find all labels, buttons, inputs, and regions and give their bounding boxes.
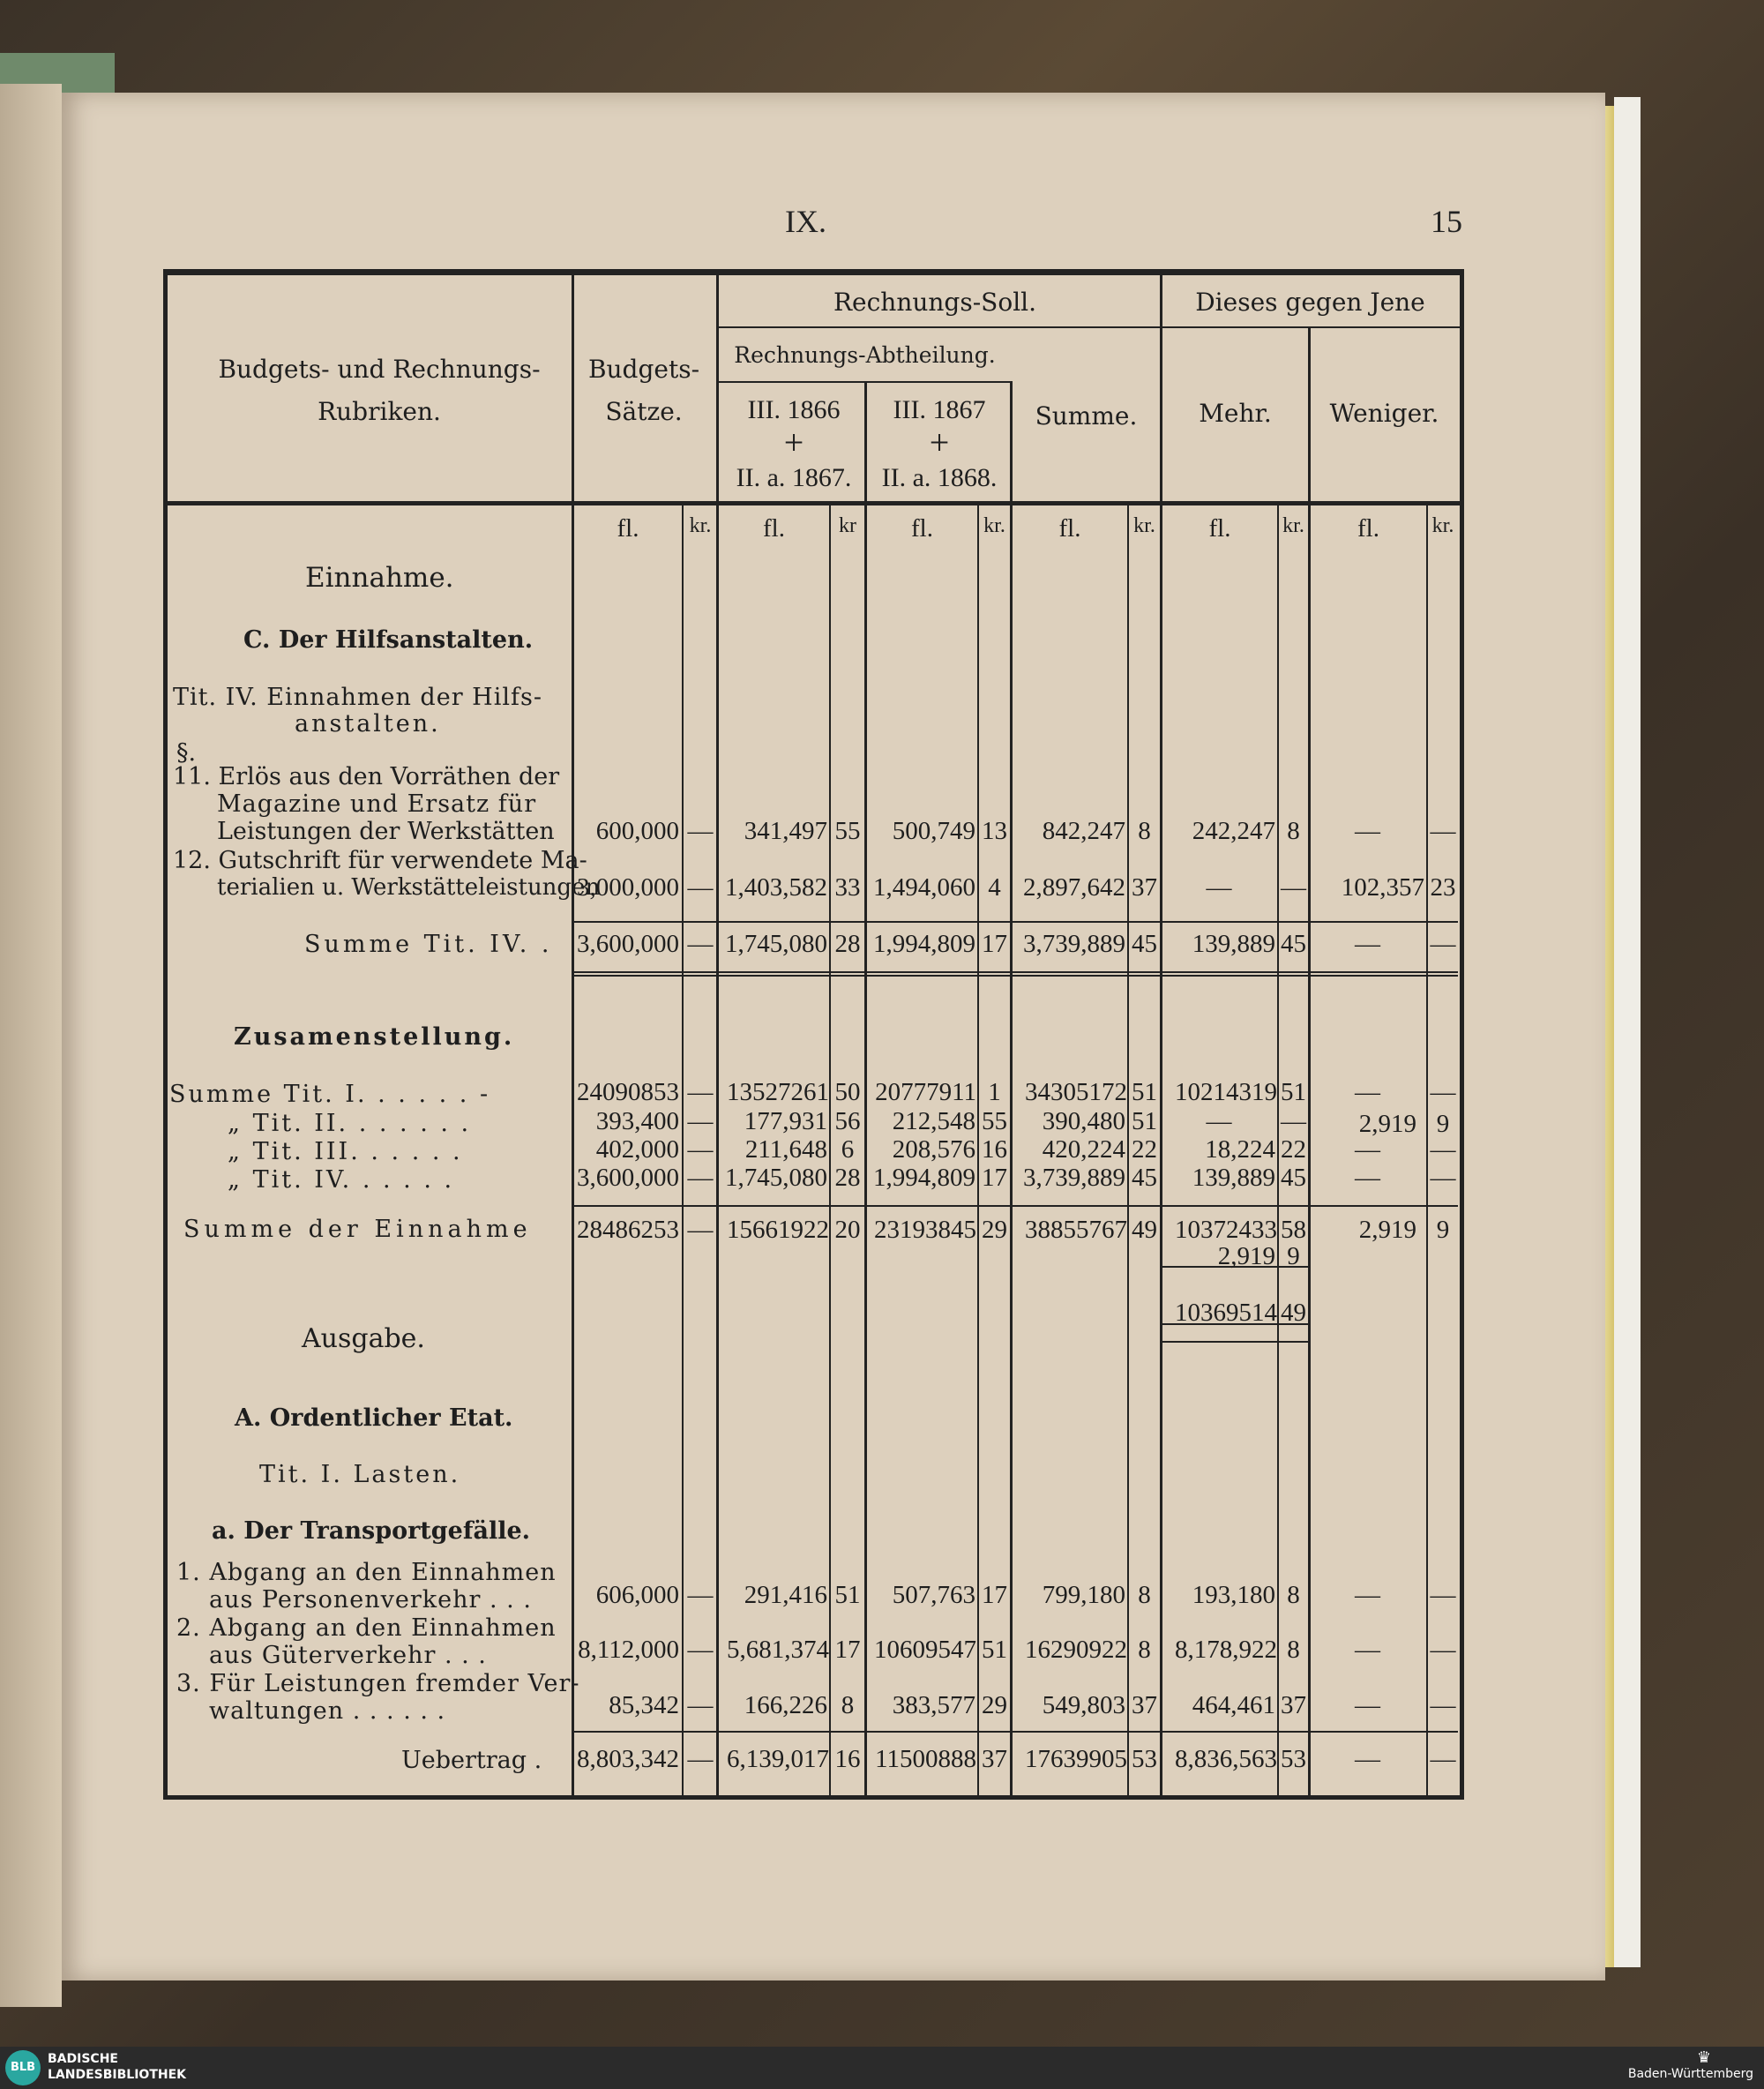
heading-transportgefaelle: a. Der Transportgefälle.	[212, 1517, 531, 1545]
column-header-rechnungs-abtheilung: Rechnungs-Abtheilung.	[734, 342, 996, 368]
cell-budget: 24090853	[577, 1078, 679, 1106]
cell-sum-kr: 8	[1138, 1581, 1151, 1609]
cell-sum-kr: 37	[1132, 873, 1157, 902]
cell-weniger: —	[1355, 1745, 1380, 1773]
cell-mehr: 242,247	[1192, 817, 1275, 845]
col2-year-bottom: II. a. 1868.	[881, 463, 998, 492]
cell-budget: 402,000	[595, 1135, 679, 1164]
heading-ausgabe: Ausgabe.	[302, 1323, 425, 1354]
cell-sum: 34305172	[1025, 1078, 1127, 1106]
cell-col1: 291,416	[744, 1581, 827, 1609]
cell-mehr-kr: 37	[1281, 1691, 1306, 1719]
cell-mehr: 8,178,922	[1175, 1636, 1277, 1664]
cell-budget-kr: —	[687, 930, 714, 958]
unit-fl: fl.	[617, 514, 639, 543]
unit-kr: kr.	[1282, 514, 1304, 537]
cell-col1: 5,681,374	[727, 1636, 829, 1664]
cell-weniger-kr: 9	[1436, 1110, 1450, 1138]
cell-sum: 420,224	[1042, 1135, 1125, 1164]
cell-col1-kr: 16	[834, 1745, 861, 1773]
column-header-summe: Summe.	[1035, 401, 1138, 431]
page-block-edge	[1614, 97, 1641, 1967]
cell-col1-kr: 55	[834, 817, 861, 845]
cell-col2-kr: 1	[988, 1078, 1001, 1106]
cell-col2: 1,994,809	[873, 930, 975, 958]
cell-mehr: 139,889	[1192, 930, 1275, 958]
cell-col1-kr: 6	[841, 1135, 855, 1164]
column-header-budgets: Budgets-Sätze.	[587, 355, 700, 426]
cell-weniger-kr: 9	[1436, 1216, 1450, 1244]
rule-total	[572, 1205, 1458, 1207]
cell-sum: 842,247	[1042, 817, 1125, 845]
cell-col2: 10609547	[874, 1636, 976, 1664]
cell-budget-kr: —	[687, 1581, 714, 1609]
cell-mehr: —	[1206, 873, 1232, 902]
unit-fl: fl.	[1058, 514, 1081, 543]
state-name: Baden-Württemberg	[1627, 2067, 1753, 2081]
library-name	[48, 2051, 186, 2083]
cell-weniger: —	[1355, 1135, 1380, 1164]
cell-mehr-kr: 45	[1281, 930, 1306, 958]
heading-hilfsanstalten: C. Der Hilfsanstalten.	[243, 626, 534, 654]
cell-col1-kr: 20	[834, 1216, 861, 1244]
cell-weniger-kr: —	[1430, 1164, 1456, 1192]
row-label-total: Summe der Einnahme	[183, 1216, 532, 1243]
cell-weniger-kr: —	[1430, 1691, 1456, 1719]
cell-col2-kr: 37	[982, 1745, 1007, 1773]
cell-budget: 3,600,000	[577, 930, 679, 958]
cell-weniger-kr: —	[1430, 1745, 1456, 1773]
cell-weniger: —	[1355, 930, 1380, 958]
cell-weniger: —	[1355, 1164, 1380, 1192]
cell-col1: 1,403,582	[725, 873, 827, 902]
cell-col2: 208,576	[892, 1135, 975, 1164]
cell-col2-kr: 29	[982, 1216, 1007, 1244]
cell-col2: 1,494,060	[873, 873, 975, 902]
cell-col1: 177,931	[744, 1107, 827, 1135]
cell-budget: 3,600,000	[577, 1164, 679, 1192]
cell-col1-kr: 50	[834, 1078, 861, 1106]
cell-col2: 1,994,809	[873, 1164, 975, 1192]
heading-titel-iv-cont: anstalten.	[295, 710, 441, 738]
cell-col2-kr: 16	[982, 1135, 1007, 1164]
cell-mehr-kr: 8	[1287, 817, 1300, 845]
row-label: 3. Für Leistungen fremder Ver-	[176, 1670, 580, 1697]
col2-plus: +	[929, 423, 950, 462]
rule-h	[719, 326, 1460, 328]
cell-sum-kr: 8	[1138, 817, 1151, 845]
cell-budget: 8,803,342	[577, 1745, 679, 1773]
cell-weniger-kr: —	[1430, 1078, 1456, 1106]
viewer-footer	[0, 2047, 1764, 2089]
cell-sum: 799,180	[1042, 1581, 1125, 1609]
cell-col1: 13527261	[727, 1078, 829, 1106]
cell-weniger: —	[1355, 817, 1380, 845]
cell-budget: 393,400	[595, 1107, 679, 1135]
cell-sum: 16290922	[1025, 1636, 1127, 1664]
unit-fl: fl.	[763, 514, 785, 543]
unit-kr: kr.	[1133, 514, 1155, 537]
cell-mehr-kr: 8	[1287, 1581, 1300, 1609]
cell-sum-kr: 51	[1132, 1078, 1157, 1106]
cell-col2: 20777911	[875, 1078, 976, 1106]
section-number: IX.	[785, 204, 826, 239]
cell-mehr: —	[1206, 1107, 1232, 1135]
cell-budget-kr: —	[687, 817, 714, 845]
cell-mehr-kr: 45	[1281, 1164, 1306, 1192]
cell-col2-kr: 29	[982, 1691, 1007, 1719]
cell-sum-kr: 45	[1132, 930, 1157, 958]
cell-sum-kr: 53	[1132, 1745, 1157, 1773]
row-label: 1. Abgang an den Einnahmen	[176, 1559, 557, 1586]
rule-total	[572, 971, 1458, 973]
col1-year-top: III. 1866	[747, 395, 841, 424]
cell-col1-kr: 17	[834, 1636, 861, 1664]
unit-kr: kr.	[689, 514, 712, 537]
heading-titel-iv: Tit. IV. Einnahmen der Hilfs-	[173, 684, 542, 711]
cell-weniger-kr: —	[1430, 1636, 1456, 1664]
column-header-rubriken: Budgets- und Rechnungs-Rubriken.	[218, 355, 541, 426]
row-label: Summe Tit. I. . . . . . -	[169, 1081, 491, 1108]
row-label: aus Personenverkehr . . .	[209, 1586, 532, 1614]
cell-weniger-kr: —	[1430, 1135, 1456, 1164]
cell-col2-kr: 55	[982, 1107, 1007, 1135]
cell-mehr: 8,836,563	[1175, 1745, 1277, 1773]
cell-col2-kr: 17	[982, 930, 1007, 958]
unit-kr: kr.	[983, 514, 1005, 537]
cell-weniger-kr: —	[1430, 930, 1456, 958]
rule-total	[572, 921, 1458, 923]
cell-mehr: 10372433	[1175, 1216, 1277, 1244]
row-label: 2. Abgang an den Einnahmen	[176, 1614, 557, 1642]
row-label: waltungen . . . . . .	[209, 1697, 446, 1725]
cell-col2-kr: 17	[982, 1164, 1007, 1192]
cell-mehr: 464,461	[1192, 1691, 1275, 1719]
cell-sum-kr: 45	[1132, 1164, 1157, 1192]
unit-fl: fl.	[911, 514, 933, 543]
unit-fl: fl.	[1357, 514, 1379, 543]
cell-budget-kr: —	[687, 1078, 714, 1106]
rule-total	[1160, 1341, 1310, 1343]
column-header-mehr: Mehr.	[1199, 399, 1272, 428]
cell-col1: 15661922	[727, 1216, 829, 1244]
cell-weniger: —	[1355, 1691, 1380, 1719]
cell-budget-kr: —	[687, 1107, 714, 1135]
cell-col2-kr: 4	[988, 873, 1001, 902]
cell-col1: 1,745,080	[725, 930, 827, 958]
left-page-edge	[0, 84, 62, 2007]
column-header-rechnungs-soll: Rechnungs-Soll.	[833, 288, 1037, 317]
blb-logo: BLB	[5, 2050, 41, 2085]
cell-col2-kr: 51	[982, 1636, 1007, 1664]
cell-budget-kr: —	[687, 1216, 714, 1244]
cell-mehr-kr: 51	[1281, 1078, 1306, 1106]
cell-weniger: 2,919	[1358, 1216, 1416, 1244]
cell-sum: 17639905	[1025, 1745, 1127, 1773]
cell-mehr: 18,224	[1205, 1135, 1275, 1164]
cell-col2: 500,749	[892, 817, 975, 845]
cell-sum: 2,897,642	[1023, 873, 1125, 902]
rule-h	[166, 501, 1460, 505]
cell-sum: 549,803	[1042, 1691, 1125, 1719]
cell-mehr-net: 10369514	[1175, 1299, 1277, 1327]
coat-of-arms-icon: ♛	[1696, 2048, 1711, 2067]
heading-tit-lasten: Tit. I. Lasten.	[259, 1461, 461, 1488]
cell-col2: 23193845	[874, 1216, 976, 1244]
cell-mehr-kr: —	[1281, 873, 1306, 902]
cell-budget: 606,000	[595, 1581, 679, 1609]
row-label: aus Güterverkehr . . .	[209, 1642, 487, 1669]
cell-mehr: 139,889	[1192, 1164, 1275, 1192]
cell-weniger-kr: —	[1430, 817, 1456, 845]
cell-sum-kr: 8	[1138, 1636, 1151, 1664]
cell-weniger: —	[1355, 1078, 1380, 1106]
cell-sum: 3,739,889	[1023, 930, 1125, 958]
cell-budget: 8,112,000	[578, 1636, 679, 1664]
row-label: „ Tit. IV. . . . . .	[228, 1166, 455, 1194]
col1-year-bottom: II. a. 1867.	[736, 463, 852, 492]
col1-plus: +	[783, 423, 804, 462]
row-label: Leistungen der Werkstätten	[217, 818, 555, 845]
row-label: 12. Gutschrift für verwendete Ma-	[173, 847, 587, 874]
cell-col1-kr: 33	[834, 873, 861, 902]
cell-budget: 85,342	[609, 1691, 679, 1719]
cell-col1-kr: 28	[834, 1164, 861, 1192]
cell-weniger: —	[1355, 1636, 1380, 1664]
cell-mehr-kr: 58	[1281, 1216, 1306, 1244]
row-label-total: Uebertrag .	[401, 1747, 542, 1774]
cell-mehr-kr: —	[1281, 1107, 1306, 1135]
cell-col2: 507,763	[892, 1581, 975, 1609]
cell-col1: 211,648	[744, 1135, 827, 1164]
rule-v	[1308, 326, 1311, 1795]
cell-col1-kr: 51	[834, 1581, 861, 1609]
row-label: 11. Erlös aus den Vorräthen der	[173, 763, 560, 790]
col2-year-top: III. 1867	[893, 395, 986, 424]
cell-budget: 28486253	[577, 1216, 679, 1244]
library-name-line2: LANDESBIBLIOTHEK	[48, 2068, 187, 2082]
heading-ordentlicher-etat: A. Ordentlicher Etat.	[235, 1404, 513, 1432]
cell-mehr-kr: 53	[1281, 1745, 1306, 1773]
cell-sum-kr: 37	[1132, 1691, 1157, 1719]
heading-zusamenstellung: Zusamenstellung.	[234, 1023, 515, 1051]
row-label-total: Summe Tit. IV. .	[304, 931, 553, 958]
cell-col1: 6,139,017	[727, 1745, 829, 1773]
cell-col1: 341,497	[744, 817, 827, 845]
row-label: Magazine und Ersatz für	[217, 790, 537, 818]
cell-sum: 38855767	[1025, 1216, 1127, 1244]
cell-col1: 166,226	[744, 1691, 827, 1719]
cell-sum-kr: 22	[1132, 1135, 1157, 1164]
paragraph-sign: §.	[176, 739, 197, 767]
cell-mehr-deduction: 2,919	[1217, 1242, 1275, 1270]
cell-weniger: 2,919	[1358, 1110, 1416, 1138]
rule-h	[719, 381, 1013, 383]
cell-budget: 3,000,000	[577, 873, 679, 902]
cell-weniger-kr: 23	[1430, 873, 1456, 902]
cell-budget-kr: —	[687, 873, 714, 902]
cell-mehr: 10214319	[1175, 1078, 1277, 1106]
cell-sum-kr: 49	[1132, 1216, 1157, 1244]
cell-col2-kr: 17	[982, 1581, 1007, 1609]
cell-weniger: 102,357	[1341, 873, 1424, 902]
column-header-dieses-gegen-jene: Dieses gegen Jene	[1195, 288, 1425, 317]
cell-mehr: 193,180	[1192, 1581, 1275, 1609]
cell-col2: 212,548	[892, 1107, 975, 1135]
cell-col1: 1,745,080	[725, 1164, 827, 1192]
rule-total	[572, 975, 1458, 977]
cell-budget-kr: —	[687, 1135, 714, 1164]
cell-budget-kr: —	[687, 1691, 714, 1719]
cell-budget-kr: —	[687, 1164, 714, 1192]
cell-col1-kr: 56	[834, 1107, 861, 1135]
cell-col1-kr: 8	[841, 1691, 855, 1719]
cell-col2: 383,577	[892, 1691, 975, 1719]
row-label: „ Tit. III. . . . . .	[228, 1138, 463, 1165]
cell-col2: 11500888	[875, 1745, 976, 1773]
cell-col1-kr: 28	[834, 930, 861, 958]
cell-sum-kr: 51	[1132, 1107, 1157, 1135]
cell-mehr-kr: 22	[1281, 1135, 1306, 1164]
cell-sum: 3,739,889	[1023, 1164, 1125, 1192]
library-name-line1: BADISCHE	[48, 2052, 118, 2066]
cell-budget: 600,000	[595, 817, 679, 845]
cell-weniger-kr: —	[1430, 1581, 1456, 1609]
cell-budget-kr: —	[687, 1636, 714, 1664]
cell-weniger: —	[1355, 1581, 1380, 1609]
page-number: 15	[1431, 204, 1462, 239]
cell-mehr-deduction-kr: 9	[1287, 1242, 1300, 1270]
cell-col2-kr: 13	[982, 817, 1007, 845]
unit-fl: fl.	[1208, 514, 1231, 543]
cell-sum: 390,480	[1042, 1107, 1125, 1135]
cell-mehr-kr: 8	[1287, 1636, 1300, 1664]
unit-kr: kr.	[1431, 514, 1454, 537]
row-label: „ Tit. II. . . . . . .	[228, 1110, 472, 1137]
column-header-weniger: Weniger.	[1329, 399, 1439, 428]
row-label: terialien u. Werkstätteleistungen	[217, 874, 601, 901]
heading-einnahme: Einnahme.	[305, 562, 454, 594]
cell-mehr-net-kr: 49	[1281, 1299, 1306, 1327]
unit-kr: kr	[839, 514, 856, 537]
cell-budget-kr: —	[687, 1745, 714, 1773]
rule-total	[572, 1731, 1458, 1733]
